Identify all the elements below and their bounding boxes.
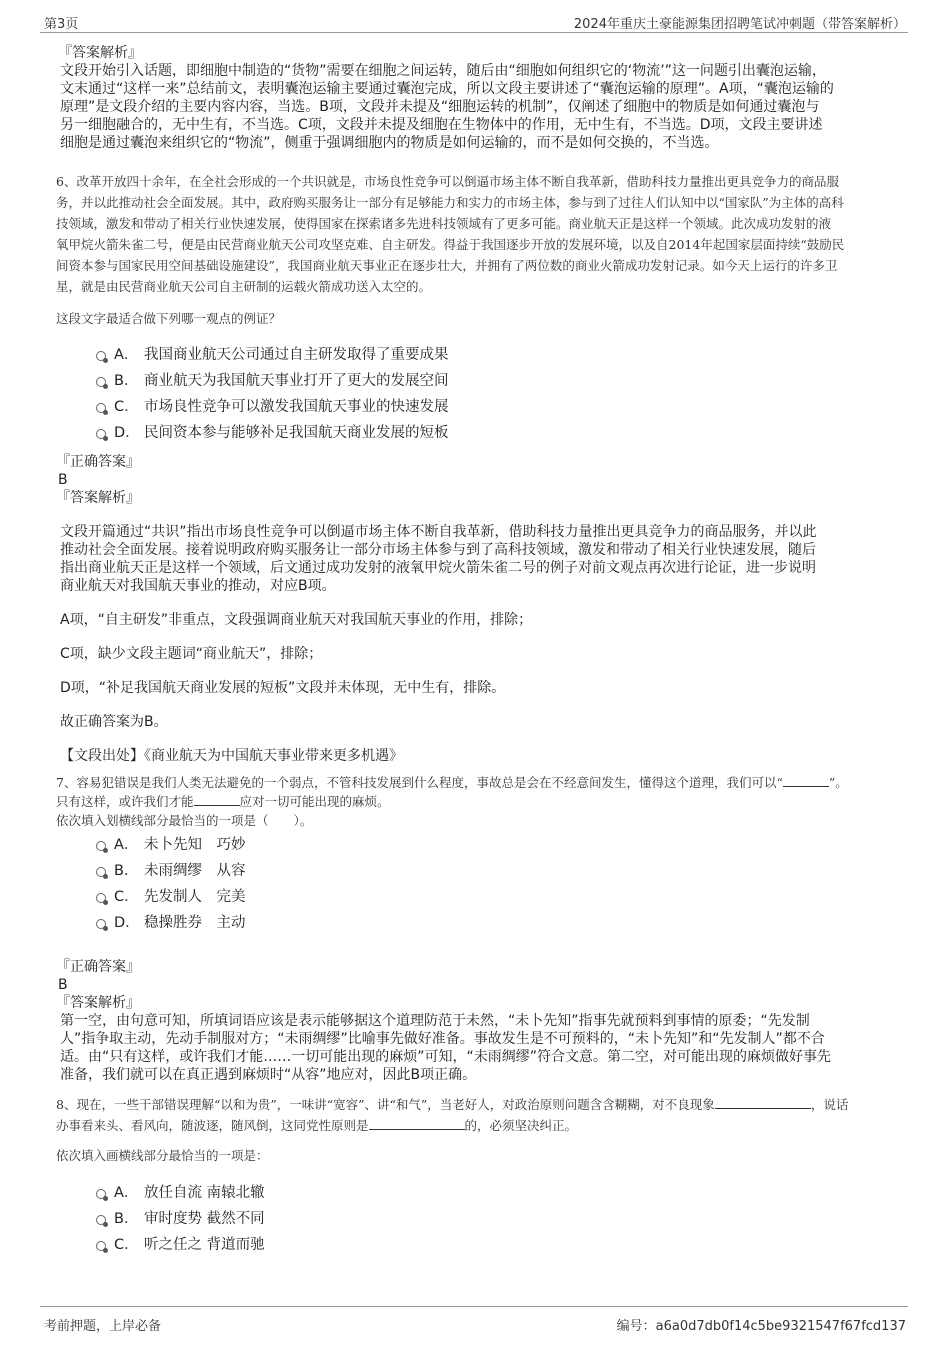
page-footer	[40, 1306, 908, 1334]
radio-icon[interactable]	[96, 919, 106, 929]
q6-explain-tag: 『答案解析』	[56, 490, 140, 506]
radio-icon[interactable]	[96, 893, 106, 903]
q6-line: 间资本参与国家民用空间基础设施建设”，我国商业航天事业正在逐步壮大，并拥有了两位数的商业火箭成功发射记录。如今天上运行的许多卫	[56, 258, 838, 273]
q7-option-c[interactable]	[56, 884, 896, 910]
q7-explain-tag: 『答案解析』	[56, 995, 140, 1011]
q7-explain-line: 第一空，由句意可知，所填词语应该是表示能够据这个道理防范于未然，“未卜先知”指事先就预料到事情的原委；“先发制	[60, 1013, 810, 1029]
q7-explain	[60, 1012, 896, 1084]
q7-line: 7、容易犯错误是我们人类无法避免的一个弱点，不管科技发展到什么程度，事故总是会在不经意间发生，懂得这个道理，我们可以“ ”。	[56, 775, 848, 790]
q6-explain-line: 商业航天对我国航天事业的推动，对应B项。	[60, 578, 336, 594]
q6-para-a: A项，“自主研发”非重点，文段强调商业航天对我国航天事业的作用，排除；	[60, 612, 533, 628]
option-text: 我国商业航天公司通过自主研发取得了重要成果	[144, 347, 449, 363]
radio-icon[interactable]	[96, 841, 106, 851]
option-text: 审时度势 截然不同	[144, 1211, 265, 1227]
option-text: 未卜先知 巧妙	[144, 837, 246, 853]
option-letter: D．	[114, 915, 140, 931]
q6-prompt: 这段文字最适合做下列哪一观点的例证？	[56, 311, 282, 326]
document-body	[56, 44, 896, 1258]
q5-explain-line: 文段开始引入话题，即细胞中制造的“货物”需要在细胞之间运转，随后由“细胞如何组织它的‘物流’”这一问题引出囊泡运输，	[60, 63, 826, 79]
radio-icon[interactable]	[96, 1215, 106, 1225]
radio-icon[interactable]	[96, 1241, 106, 1251]
q8-question	[56, 1094, 896, 1136]
page-number: 第3页	[44, 17, 79, 32]
radio-icon[interactable]	[96, 351, 106, 361]
footer-slogan: 考前押题，上岸必备	[44, 1319, 162, 1334]
q8-option-a[interactable]	[56, 1180, 896, 1206]
option-letter: B．	[114, 863, 139, 879]
q6-line: 6、改革开放四十余年，在全社会形成的一个共识就是，市场良性竞争可以倒逼市场主体不断自我革新，借助科技力量推出更具竞争力的商品服	[56, 174, 839, 189]
q6-para-d: D项，“补足我国航天商业发展的短板”文段并未体现，无中生有，排除。	[60, 680, 506, 696]
option-text: 商业航天为我国航天事业打开了更大的发展空间	[144, 373, 449, 389]
q6-explain	[60, 523, 896, 595]
option-text: 听之任之 背道而驰	[144, 1237, 265, 1253]
q6-question	[56, 171, 896, 297]
option-letter: C．	[114, 1237, 139, 1253]
q6-para-final: 故正确答案为B。	[60, 714, 168, 730]
option-text: 稳操胜券 主动	[144, 915, 246, 931]
radio-icon[interactable]	[96, 1189, 106, 1199]
radio-icon[interactable]	[96, 377, 106, 387]
q6-line: 技领域，激发和带动了相关行业快速发展，使得国家在探索诸多先进科技领域有了更多可能。商业航天正是这样一个领域。此次成功发射的液	[56, 216, 832, 231]
option-text: 先发制人 完美	[144, 889, 246, 905]
q6-line: 氧甲烷火箭朱雀二号，便是由民营商业航天公司攻坚克难、自主研发。得益于我国逐步开放的发展环境，以及自2014年起国家层面持续“鼓励民	[56, 237, 845, 252]
q7-option-b[interactable]	[56, 858, 896, 884]
q6-option-c[interactable]	[56, 394, 896, 420]
q5-explain-line: 文末通过“这样一来”总结前文，表明囊泡运输主要通过囊泡完成，所以文段主要讲述了“囊泡运输的原理”。A项，“囊泡运输的	[60, 81, 834, 97]
q6-explain-line: 指出商业航天正是这样一个领域，后文通过成功发射的液氧甲烷火箭朱雀二号的例子对前文观点再次进行论证，进一步说明	[60, 560, 816, 576]
q5-explain-line: 细胞是通过囊泡来组织它的“物流”，侧重于强调细胞内的物质是如何运输的，而不是如何交换的，不当选。	[60, 135, 719, 151]
q8-blank-2	[369, 1129, 465, 1130]
option-letter: D．	[114, 425, 140, 441]
q7-line: 只有这样，或许我们才能 应对一切可能出现的麻烦。	[56, 794, 390, 809]
q5-explain-line: 另一细胞融合的，无中生有，不当选。C项，文段并未提及细胞在生物体中的作用，无中生有，不当选。D项，文段主要讲述	[60, 117, 823, 133]
q6-answer: B	[58, 472, 68, 488]
option-letter: C．	[114, 889, 139, 905]
q8-option-b[interactable]	[56, 1206, 896, 1232]
option-letter: C．	[114, 399, 139, 415]
q6-explain-line: 推动社会全面发展。接着说明政府购买服务让一部分市场主体参与到了高科技领域，激发和带动了相关行业快速发展，随后	[60, 542, 816, 558]
q7-explain-line: 准备，我们就可以在真正遇到麻烦时“从容”地应对，因此B项正确。	[60, 1067, 477, 1083]
radio-icon[interactable]	[96, 403, 106, 413]
q7-question	[56, 773, 896, 830]
page-header	[40, 10, 908, 33]
q7-option-a[interactable]	[56, 832, 896, 858]
q6-explain-line: 文段开篇通过“共识”指出市场良性竞争可以倒逼市场主体不断自我革新，借助科技力量推出更具竞争力的商品服务，并以此	[60, 524, 817, 540]
q6-source: 【文段出处】《商业航天为中国航天事业带来更多机遇》	[60, 748, 403, 764]
q6-line: 星，就是由民营商业航天公司自主研制的运载火箭成功送入太空的。	[56, 279, 432, 294]
q5-explain-line: 原理”是文段介绍的主要内容内容，当选。B项，文段并未提及“细胞运转的机制”，仅阐述了细胞中的物质是如何通过囊泡与	[60, 99, 820, 115]
q8-line: 办事看来头、看风向，随波逐，随风倒，这同党性原则是 的，必须坚决纠正。	[56, 1118, 578, 1133]
q8-prompt: 依次填入画横线部分最恰当的一项是：	[56, 1148, 269, 1163]
option-text: 未雨绸缪 从容	[144, 863, 246, 879]
radio-icon[interactable]	[96, 429, 106, 439]
document-title: 2024年重庆土豪能源集团招聘笔试冲刺题（带答案解析）	[573, 17, 906, 32]
q6-options	[56, 342, 896, 446]
option-letter: A．	[114, 837, 139, 853]
q7-prompt: 依次填入划横线部分最恰当的一项是（ ）。	[56, 813, 313, 828]
radio-icon[interactable]	[96, 867, 106, 877]
q7-answer: B	[58, 977, 68, 993]
q8-options	[56, 1180, 896, 1258]
q7-option-d[interactable]	[56, 910, 896, 936]
q7-blank-1	[783, 786, 829, 787]
option-letter: A．	[114, 1185, 139, 1201]
q7-explain-line: 人”指争取主动，先动手制服对方；“未雨绸缪”比喻事先做好准备。事故发生是不可预料的，“未卜先知”和“先发制人”都不合	[60, 1031, 825, 1047]
q6-line: 务，并以此推动社会全面发展。其中，政府购买服务让一部分有足够能力和实力的市场主体，参与到了过往人们认知中以“国家队”为主体的高科	[56, 195, 844, 210]
q8-line: 8、现在，一些干部错误理解“以和为贵”，一味讲“宽容”、讲“和气”，当老好人，对政治原则问题含含糊糊，对不良现象 ，说话	[56, 1097, 849, 1112]
option-letter: A．	[114, 347, 139, 363]
q7-blank-2	[194, 805, 240, 806]
q7-answer-tag: 『正确答案』	[56, 959, 140, 975]
document-id: 编号：a6a0d7db0f14c5be9321547f67fcd137	[616, 1319, 906, 1334]
option-letter: B．	[114, 373, 139, 389]
q7-options	[56, 832, 896, 936]
q5-explain-tag: 『答案解析』	[58, 45, 142, 61]
q6-para-c: C项，缺少文段主题词“商业航天”，排除；	[60, 646, 323, 662]
q6-answer-tag: 『正确答案』	[56, 454, 140, 470]
option-text: 放任自流 南辕北辙	[144, 1185, 265, 1201]
q5-explain	[60, 62, 896, 152]
q8-blank-1	[715, 1108, 811, 1109]
q6-option-a[interactable]	[56, 342, 896, 368]
q8-option-c[interactable]	[56, 1232, 896, 1258]
q7-explain-line: 适。由“只有这样，或许我们才能……一切可能出现的麻烦”可知，“未雨绸缪”符合文意。第二空，对可能出现的麻烦做好事先	[60, 1049, 832, 1065]
option-letter: B．	[114, 1211, 139, 1227]
option-text: 民间资本参与能够补足我国航天商业发展的短板	[144, 425, 449, 441]
option-text: 市场良性竞争可以激发我国航天事业的快速发展	[144, 399, 449, 415]
q6-option-b[interactable]	[56, 368, 896, 394]
q6-option-d[interactable]	[56, 420, 896, 446]
